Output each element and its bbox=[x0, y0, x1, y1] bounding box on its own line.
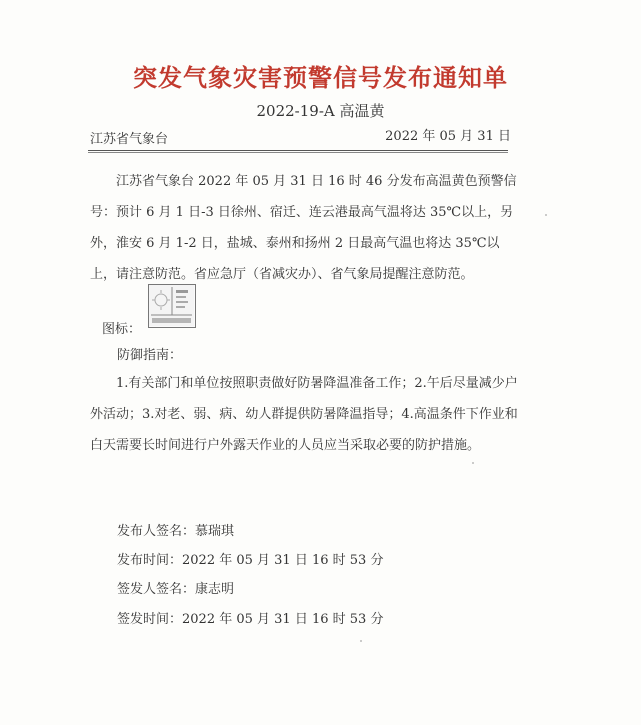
document-number: 2022-19-A 高温黄 bbox=[256, 102, 385, 120]
issuer-name: 江苏省气象台 bbox=[90, 132, 169, 147]
signer-signature: 签发人签名：康志明 bbox=[117, 582, 235, 597]
warning-body-text: 江苏省气象台 2022 年 05 月 31 日 16 时 46 分发布高温黄色预警信号：预计 6 月 1 日-3 日徐州、宿迁、连云港最高气温将达 35℃以上，另外，淮安 6 月 1-2 日，盐城、泰州和扬州 2 日最高气温也将达 35℃以上，请注意防范。省应急厅（省减灾办）、省气象局提醒注意防范。 bbox=[90, 174, 517, 282]
publisher-signature: 发布人签名：慕瑞琪 bbox=[117, 524, 235, 539]
guide-heading: 防御指南： bbox=[117, 348, 183, 363]
scan-speck bbox=[472, 462, 474, 464]
scan-speck bbox=[545, 214, 547, 216]
icon-label: 图标： bbox=[102, 322, 142, 337]
high-temperature-yellow-warning-icon bbox=[148, 284, 196, 328]
publish-time: 发布时间：2022 年 05 月 31 日 16 时 53 分 bbox=[117, 553, 384, 568]
header-divider bbox=[88, 150, 508, 153]
guide-text: 1.有关部门和单位按照职责做好防暑降温准备工作；2.午后尽量减少户外活动；3.对老、弱、病、幼人群提供防暑降温指导；4.高温条件下作业和白天需要长时间进行户外露天作业的人员应当采取必要的防护措施。 bbox=[90, 376, 518, 453]
document-title: 突发气象灾害预警信号发布通知单 bbox=[133, 63, 508, 92]
issue-date: 2022 年 05 月 31 日 bbox=[385, 129, 511, 144]
sign-time: 签发时间：2022 年 05 月 31 日 16 时 53 分 bbox=[117, 612, 384, 627]
scan-speck bbox=[360, 640, 362, 642]
